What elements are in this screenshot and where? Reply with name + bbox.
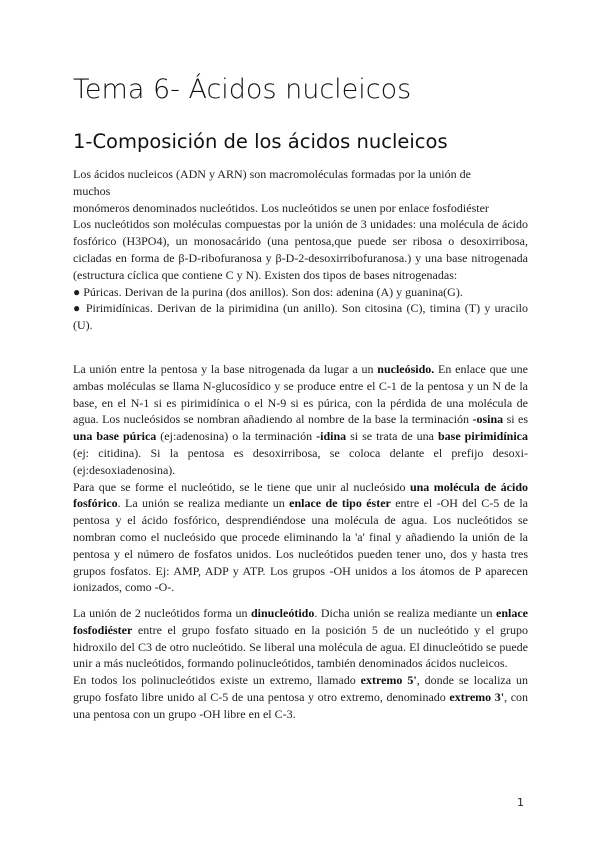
nucleoside-block	[73, 361, 528, 596]
paragraph: Para que se forme el nucleótido, se le tiene que unir al nucleósido una molécula de ácido fosfórico. La unión se realiza mediante un enlace de tipo éster entre el -OH del C-5 de la pentosa y el ácido fosfórico, desprendiéndose una molécula de agua. Los nucleótidos se nombran como el nucleósido que procede eliminando la 'a' final y añadiendo la unión de la pentosa y el número de fosfatos unidos. Los nucleótidos pueden tener uno, dos y hasta tres grupos fosfatos. Ej: AMP, ADP y ATP. Los grupos -OH unidos a los átomos de P aparecen ionizados, como -O-.	[73, 479, 529, 595]
bold-term: -idina	[316, 429, 347, 444]
bold-term: extremo 3'	[449, 689, 505, 704]
bold-term: enlace fosfodiéster	[73, 606, 528, 637]
composition-block	[73, 166, 528, 334]
bold-term: una base púrica	[73, 429, 157, 444]
bold-term: nucleósido.	[377, 362, 435, 376]
page-title: Tema 6- Ácidos nucleicos	[73, 74, 412, 105]
bold-term: una molécula de ácido fosfórico	[73, 479, 529, 511]
bullet-item-puricas: ● Púricas. Derivan de la purina (dos anillos). Son dos: adenina (A) y guanina(G).	[73, 284, 463, 299]
paragraph: La unión de 2 nucleótidos forma un dinucleótido. Dicha unión se realiza mediante un enlace fosfodiéster entre el grupo fosfato situado en la posición 5 de un nucleótido y el grupo hidroxilo del C3 de otro nucleótido. Se liberal una molécula de agua. El dinucleótido se puede unir a más nucleótidos, formando polinucleótidos, también denominados ácidos nucleicos.	[73, 606, 528, 671]
paragraph: La unión entre la pentosa y la base nitrogenada da lugar a un nucleósido. En enlace que une ambas moléculas se llama N-glucosídico y se produce entre el C-1 de la pentosa y un N de la base, en el N-1 si es pirimidínica o el N-9 si es púrica, con la pérdida de una molécula de agua. Los nucleósidos se nombran añadiendo al nombre de la base la terminación -osina si es una base púrica (ej:adenosina) o la terminación -idina si se trata de una base pirimidínica (ej: citidina). Si la pentosa es desoxirribosa, se coloca delante el prefijo desoxi- (ej:desoxiadenosina).	[73, 362, 528, 477]
paragraph: En todos los polinucleótidos existe un extremo, llamado extremo 5', donde se localiza un grupo fosfato libre unido al C-5 de una pentosa y otro extremo, denominado extremo 3', con una pentosa con un grupo -OH libre en el C-3.	[73, 673, 529, 721]
dinucleotide-block	[73, 605, 528, 723]
paragraph: monómeros denominados nucleótidos. Los nucleótidos se unen por enlace fosfodiéster	[73, 200, 489, 215]
section-heading: 1-Composición de los ácidos nucleicos	[73, 130, 448, 153]
bold-term: extremo 5'	[360, 673, 417, 688]
paragraph: Los ácidos nucleicos (ADN y ARN) son macromoléculas formadas por la unión de	[73, 167, 471, 181]
bold-term: -osina	[472, 412, 504, 427]
bold-term: base pirimidínica	[438, 429, 528, 444]
paragraph: muchos	[73, 183, 111, 198]
paragraph: Los nucleótidos son moléculas compuestas por la unión de 3 unidades: una molécula de ácido fosfórico (H3PO4), un monosacárido (una pentosa,que puede ser ribosa o desoxirribosa, cicladas en forma de β-D-ribofuranosa y β-D-2-desoxirribofuranosa.) y una base nitrogenada (estructura cíclica que contiene C y N). Existen dos tipos de bases nitrogenadas:	[73, 217, 528, 282]
bullet-item-pirimidinicas: ● Pirimidínicas. Derivan de la pirimidina (un anillo). Son citosina (C), timina (T) y uracilo (U).	[73, 301, 528, 333]
bold-term: enlace de tipo éster	[289, 496, 391, 511]
page-number: 1	[517, 796, 524, 809]
bold-term: dinucleótido	[251, 606, 315, 620]
